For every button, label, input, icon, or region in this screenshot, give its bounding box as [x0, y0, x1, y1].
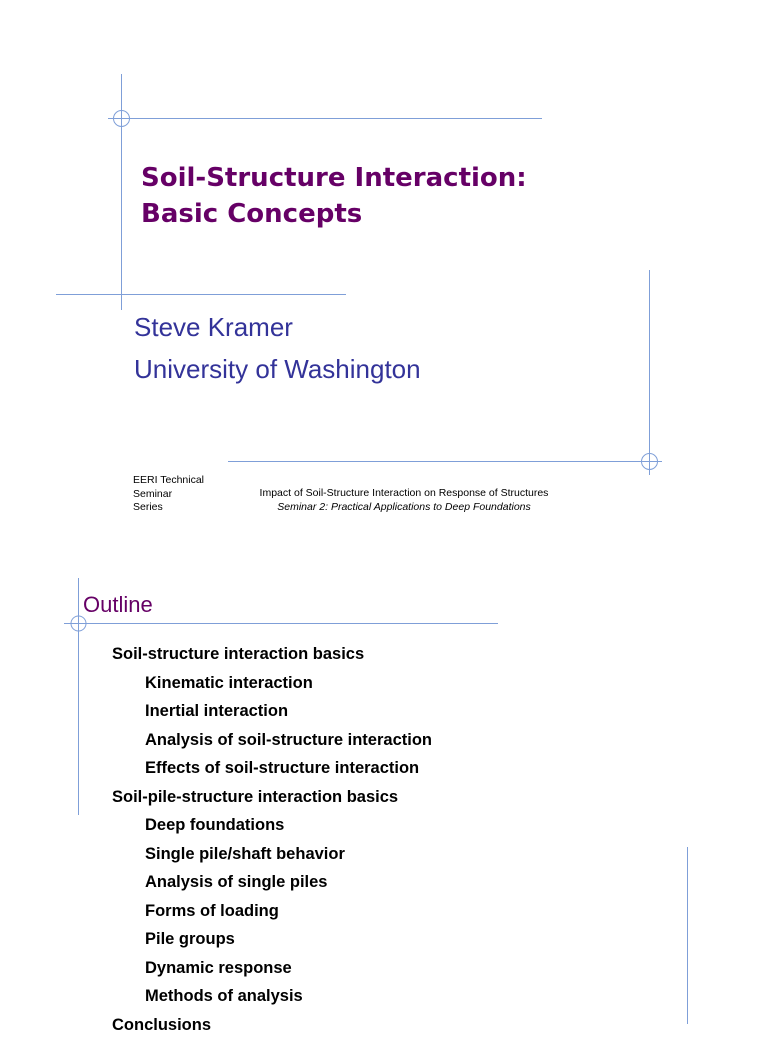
outline-item: Methods of analysis	[112, 982, 432, 1011]
outline-slide	[0, 540, 768, 1024]
author-affiliation: University of Washington	[134, 348, 421, 390]
series-label-line-1: EERI Technical	[133, 474, 204, 488]
slide-title	[141, 160, 527, 232]
outline-item: Pile groups	[112, 925, 432, 954]
series-label-line-3: Series	[133, 501, 204, 515]
title-line-2: Basic Concepts	[141, 196, 527, 232]
outline-item: Inertial interaction	[112, 697, 432, 726]
seminar-title: Impact of Soil-Structure Interaction on Response of Structures	[190, 487, 618, 501]
author-block	[134, 306, 421, 390]
outline-item: Effects of soil-structure interaction	[112, 754, 432, 783]
seminar-footer	[190, 487, 618, 514]
series-label-line-2: Seminar	[133, 488, 204, 502]
seminar-subtitle: Seminar 2: Practical Applications to Deep Foundations	[190, 501, 618, 515]
outline-item: Conclusions	[112, 1011, 432, 1039]
outline-item: Deep foundations	[112, 811, 432, 840]
author-name: Steve Kramer	[134, 306, 421, 348]
outline-item: Soil-structure interaction basics	[112, 640, 432, 669]
outline-item: Forms of loading	[112, 897, 432, 926]
outline-item: Dynamic response	[112, 954, 432, 983]
title-line-1: Soil-Structure Interaction:	[141, 160, 527, 196]
outline-list	[112, 640, 432, 1039]
outline-item: Soil-pile-structure interaction basics	[112, 783, 432, 812]
outline-item: Single pile/shaft behavior	[112, 840, 432, 869]
outline-item: Kinematic interaction	[112, 669, 432, 698]
outline-item: Analysis of single piles	[112, 868, 432, 897]
slide-title: Outline	[83, 591, 153, 619]
outline-item: Analysis of soil-structure interaction	[112, 726, 432, 755]
